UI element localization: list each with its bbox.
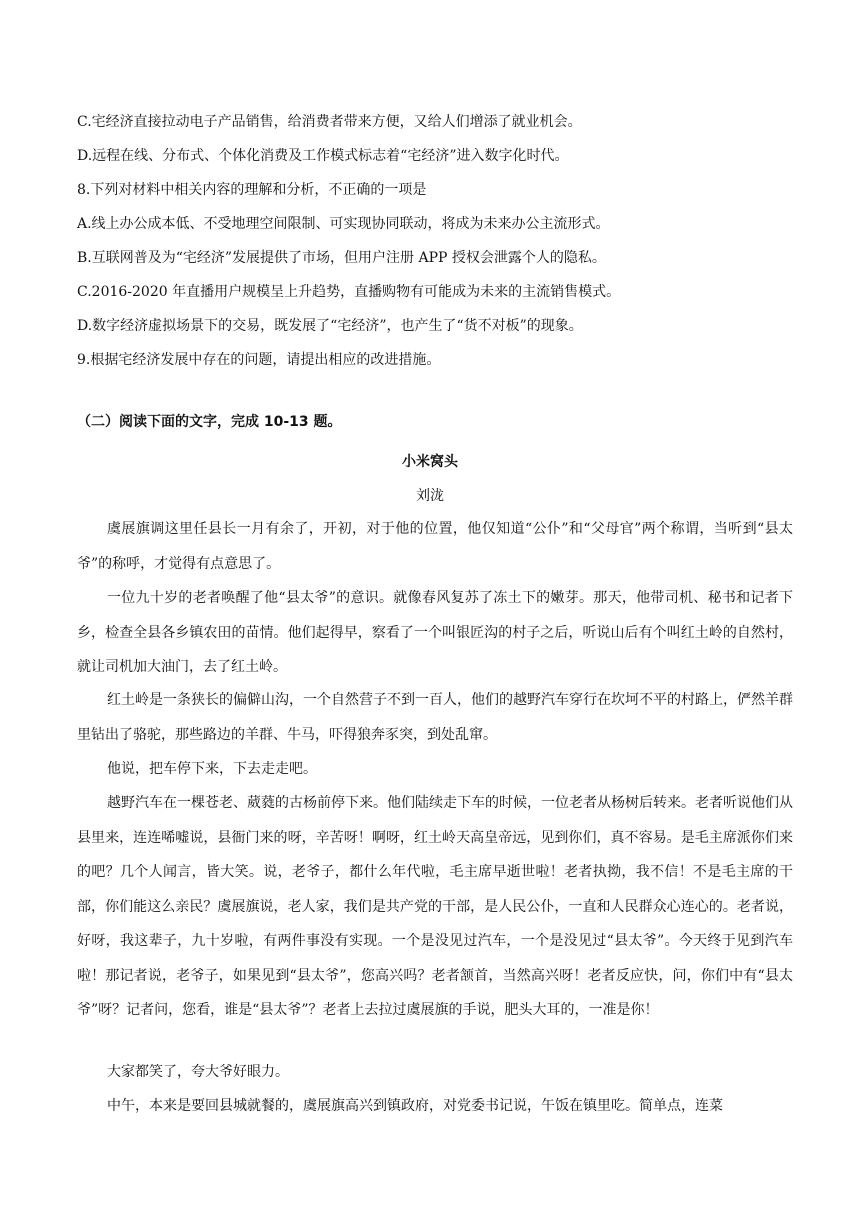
story-title: 小米窝头 [402,454,458,470]
story-paragraph-2: 一位九十岁的老者唤醒了他“县太爷”的意识。就像春风复苏了冻土下的嫩芽。那天，他带司机、秘书和记者下乡，检查全县各乡镇农田的苗情。他们起得早，察看了一个叫银匠沟的村子之后，听说山后有个叫红土岭的自然村，就让司机加大油门，去了红土岭。 [77,590,793,675]
q7-option-d: D.远程在线、分布式、个体化消费及工作模式标志着“宅经济”进入数字化时代。 [77,148,569,164]
q8-stem: 8.下列对材料中相关内容的理解和分析，不正确的一项是 [77,182,427,198]
q7-option-c: C.宅经济直接拉动电子产品销售，给消费者带来方便，又给人们增添了就业机会。 [77,114,582,130]
story-author: 刘泷 [416,488,444,504]
q8-option-b: B.互联网普及为“宅经济”发展提供了市场，但用户注册 APP 授权会泄露个人的隐私。 [77,250,606,266]
q9-stem: 9.根据宅经济发展中存在的问题，请提出相应的改进措施。 [77,352,441,368]
q8-option-a: A.线上办公成本低、不受地理空间限制、可实现协同联动，将成为未来办公主流形式。 [77,216,610,232]
story-paragraph-7: 中午，本来是要回县城就餐的，虞展旗高兴到镇政府，对党委书记说，午饭在镇里吃。简单点，连菜 [107,1098,723,1114]
story-paragraph-3: 红土岭是一条狭长的偏僻山沟，一个自然营子不到一百人，他们的越野汽车穿行在坎坷不平的村路上，俨然羊群里钻出了骆驼，那些路边的羊群、牛马，吓得狼奔豕突，到处乱窜。 [77,692,793,743]
story-paragraph-1: 虞展旗调这里任县长一月有余了，开初，对于他的位置，他仅知道“公仆”和“父母官”两个称谓，当听到“县太爷”的称呼，才觉得有点意思了。 [77,521,793,572]
q8-option-c: C.2016-2020 年直播用户规模呈上升趋势，直播购物有可能成为未来的主流销售模式。 [77,284,621,300]
q8-option-d: D.数字经济虚拟场景下的交易，既发展了“宅经济”，也产生了“货不对板”的现象。 [77,318,583,334]
story-paragraph-6: 大家都笑了，夸大爷好眼力。 [107,1064,289,1080]
section-heading: （二）阅读下面的文字，完成 10-13 题。 [77,414,342,430]
story-paragraph-4: 他说，把车停下来，下去走走吧。 [107,761,317,777]
story-paragraph-5: 越野汽车在一棵苍老、葳蕤的古杨前停下来。他们陆续走下车的时候，一位老者从杨树后转来。老者听说他们从县里来，连连唏嘘说，县衙门来的呀，辛苦呀！啊呀，红土岭天高皇帝远，见到你们，真不容易。是毛主席派你们来的吧？几个人闻言，皆大笑。说，老爷子，都什么年代啦，毛主席早逝世啦！老者执拗，我不信！不是毛主席的干部，你们能这么亲民？虞展旗说，老人家，我们是共产党的干部，是人民公仆，一直和人民群众心连心的。老者说，好呀，我这辈子，九十岁啦，有两件事没有实现。一个是没见过汽车，一个是没见过“县太爷”。今天终于见到汽车啦！那记者说，老爷子，如果见到“县太爷”，您高兴吗？老者颔首，当然高兴呀！老者反应快，问，你们中有“县太爷”呀？记者问，您看，谁是“县太爷”？老者上去拉过虞展旗的手说，肥头大耳的，一准是你！ [77,795,793,1018]
